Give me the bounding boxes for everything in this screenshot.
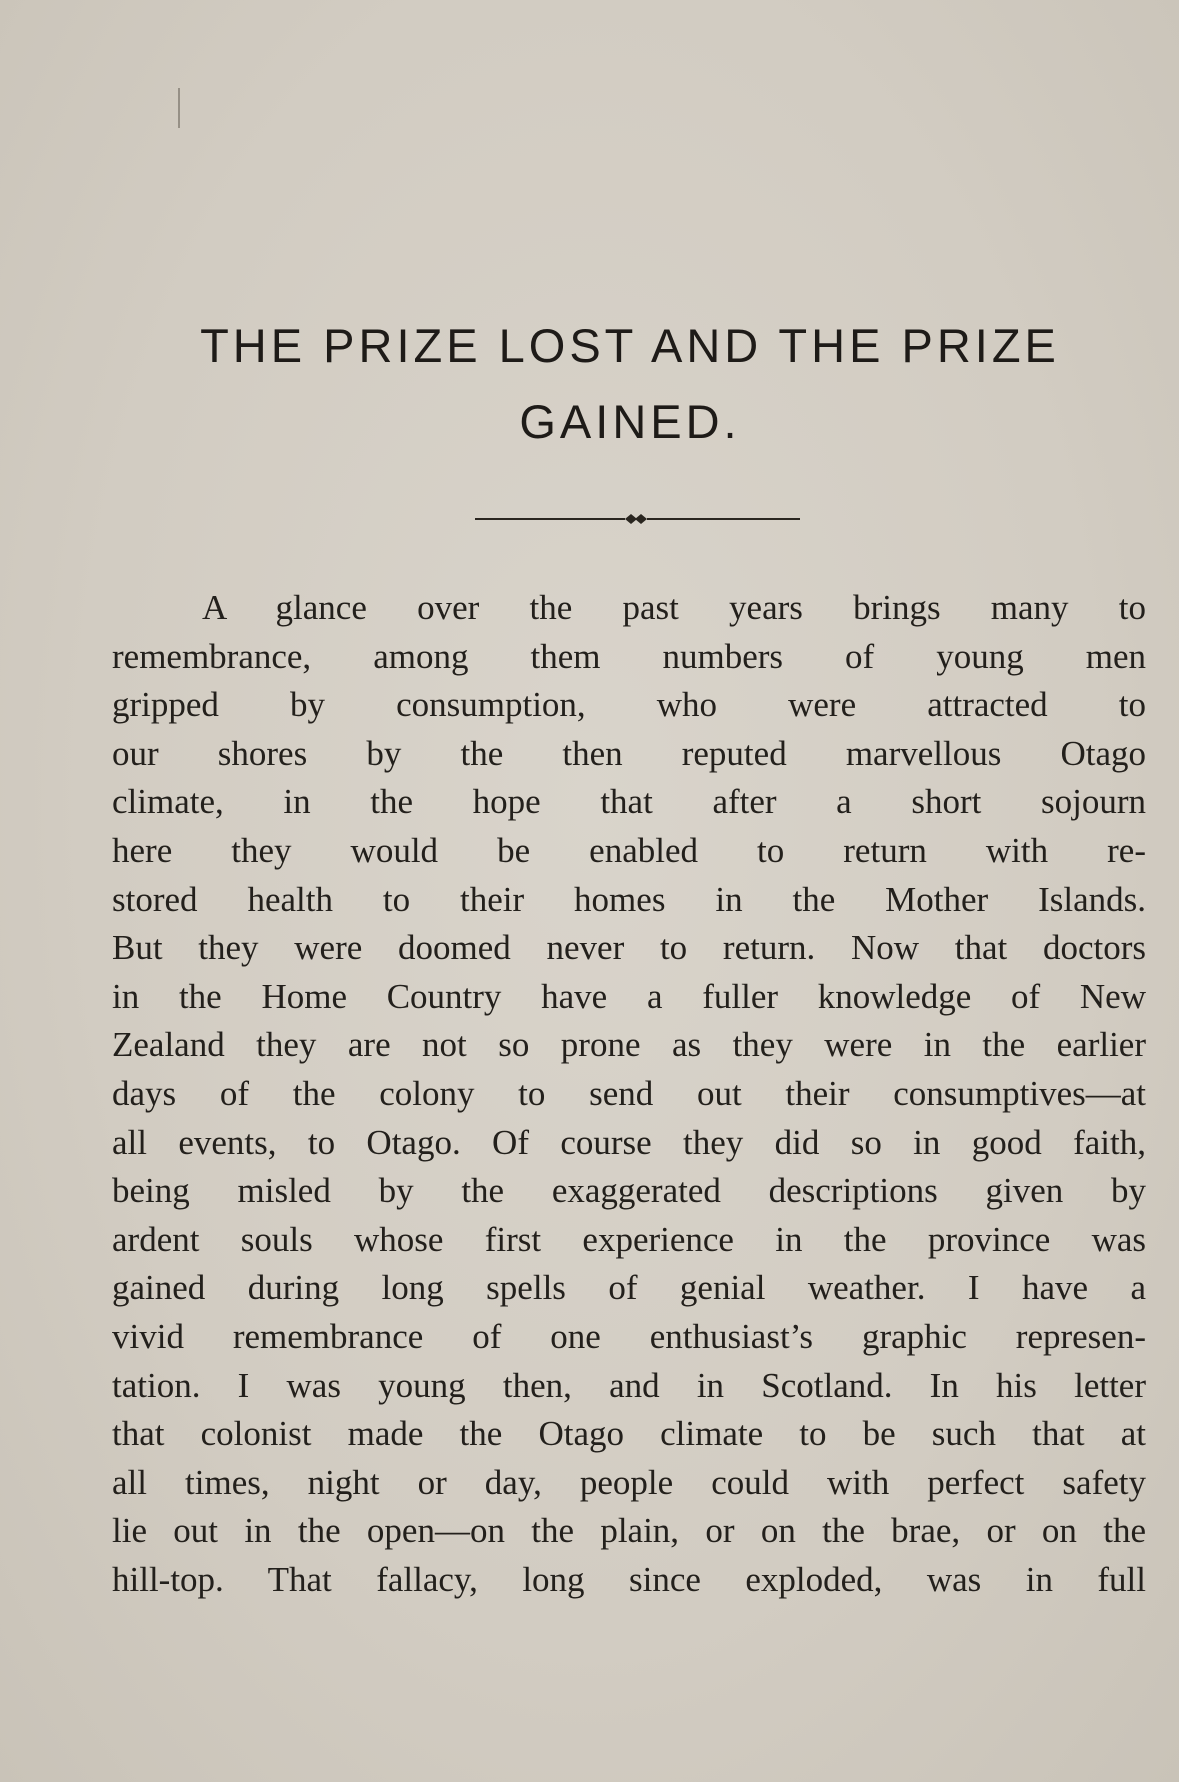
body-line: being misled by the exaggerated descriptions given by — [112, 1171, 1146, 1211]
body-line: tation. I was young then, and in Scotland. In his letter — [112, 1365, 1146, 1405]
body-line: remembrance, among them numbers of young men — [112, 636, 1146, 676]
body-line: here they would be enabled to return with re- — [112, 830, 1146, 870]
body-line: ardent souls whose first experience in the province was — [112, 1219, 1146, 1259]
chapter-title-line-1: THE PRIZE LOST AND THE PRIZE — [200, 319, 1060, 372]
body-line: in the Home Country have a fuller knowledge of New — [112, 976, 1146, 1016]
body-line: lie out in the open—on the plain, or on the brae, or on the — [112, 1511, 1146, 1551]
body-line: days of the colony to send out their consumptives—at — [112, 1073, 1146, 1113]
body-line: vivid remembrance of one enthusiast’s graphic represen- — [112, 1316, 1146, 1356]
body-line: gripped by consumption, who were attracted to — [112, 685, 1146, 725]
body-line: But they were doomed never to return. Now that doctors — [112, 928, 1146, 968]
body-line: climate, in the hope that after a short sojourn — [112, 782, 1146, 822]
page-edge-mark — [178, 88, 180, 128]
body-line: gained during long spells of genial weather. I have a — [112, 1268, 1146, 1308]
chapter-title-line-2: GAINED. — [519, 395, 741, 448]
body-line: stored health to their homes in the Mother Islands. — [112, 879, 1146, 919]
chapter-body-text — [112, 584, 1146, 1604]
body-line: our shores by the then reputed marvellous Otago — [112, 733, 1146, 773]
body-line: hill-top. That fallacy, long since exploded, was in full — [112, 1559, 1146, 1599]
body-line: all times, night or day, people could with perfect safety — [112, 1462, 1146, 1502]
chapter-title — [120, 308, 1140, 460]
body-line: that colonist made the Otago climate to be such that at — [112, 1414, 1146, 1454]
body-line: Zealand they are not so prone as they were in the earlier — [112, 1025, 1146, 1065]
body-line: A glance over the past years brings many to — [202, 588, 1146, 627]
body-line: all events, to Otago. Of course they did so in good faith, — [112, 1122, 1146, 1162]
title-ornament-divider — [475, 508, 800, 530]
